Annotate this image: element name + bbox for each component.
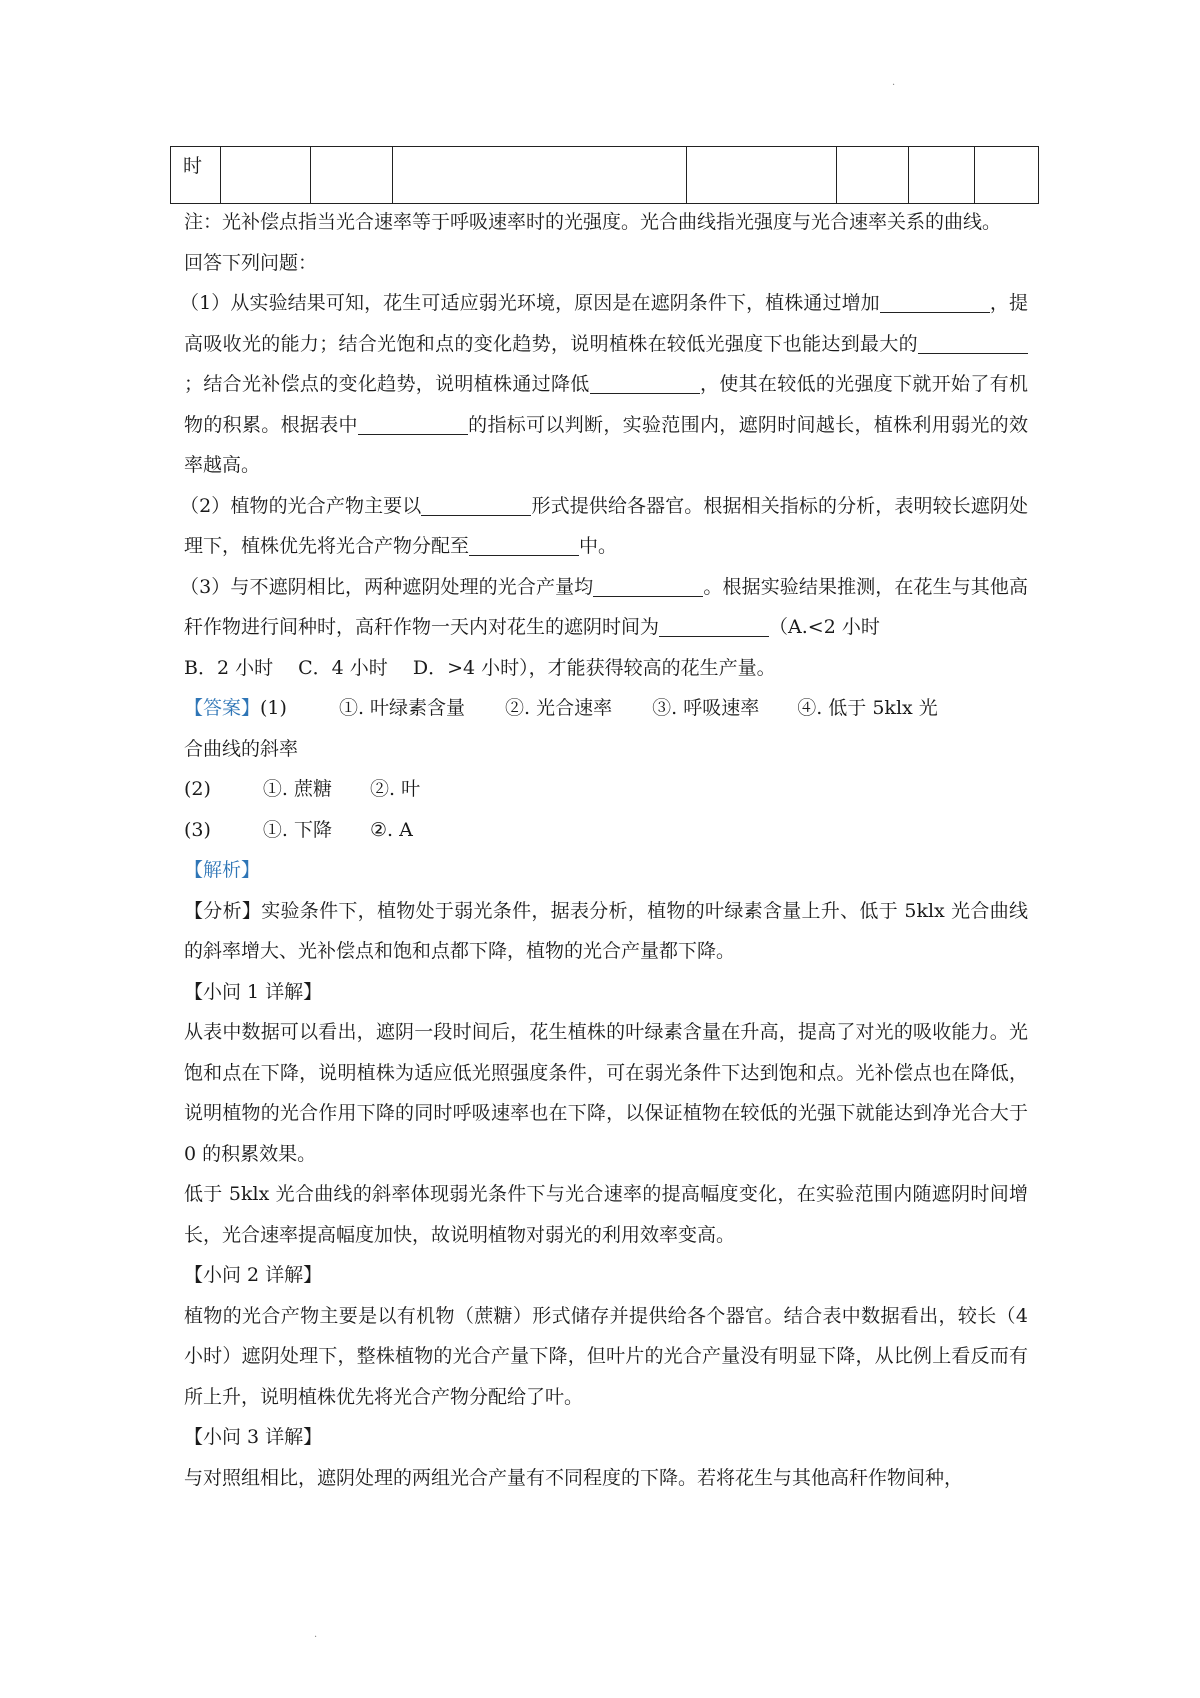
answer-item: ①. 下降 [262, 818, 333, 841]
answer-part-1 [184, 688, 1028, 729]
sub-question-1-detail-2: 低于 5klx 光合曲线的斜率体现弱光条件下与光合速率的提高幅度变化，在实验范围内随遮阴时间增长，光合速率提高幅度加快，故说明植物对弱光的利用效率变高。 [184, 1183, 1028, 1246]
answer-blank [358, 412, 468, 435]
answer-item: ③. 呼吸速率 [652, 697, 760, 719]
answer-part-number: (1) [260, 697, 287, 719]
q1-text-d: ，使其在较低的光强度下就开始了有机物的积累。根据表中 [184, 373, 1028, 436]
answer-item: ②. 光合速率 [505, 697, 613, 719]
sub-question-1-heading: 【小问 1 详解】 [184, 980, 323, 1003]
question-3 [180, 567, 1028, 689]
q2-text-b: 形式提供给各器官。根据相关指标的分析，表明较长遮阴处理下，植株优先将光合产物分配至 [184, 494, 1028, 557]
sub-question-2-heading: 【小问 2 详解】 [184, 1264, 323, 1286]
table-cell [393, 147, 687, 204]
answer-blank [590, 371, 700, 394]
answer-item: ①. 叶绿素含量 [338, 697, 466, 719]
answer-item: ①. 蔗糖 [262, 778, 333, 800]
answer-blank [469, 533, 579, 556]
footer-mark: · [314, 1632, 318, 1643]
analysis-summary: 【分析】实验条件下，植物处于弱光条件，据表分析，植物的叶绿素含量上升、低于 5klx 光合曲线的斜率增大、光补偿点和饱和点都下降，植物的光合产量都下降。 [184, 899, 1028, 962]
header-mark: · [892, 80, 896, 91]
q1-text-a: （1）从实验结果可知，花生可适应弱光环境，原因是在遮阴条件下，植株通过增加 [180, 292, 880, 314]
q3-text-b: 。根据实验结果推测，在花生与其他高秆作物进行间种时，高秆作物一天内对花生的遮阴时间为 [184, 575, 1028, 638]
table-cell [837, 147, 909, 204]
sub-question-3-heading: 【小问 3 详解】 [184, 1426, 323, 1448]
table-cell [909, 147, 975, 204]
table-cell [221, 147, 311, 204]
question-1 [180, 283, 1028, 486]
table-cell-row-label: 时 [171, 147, 221, 204]
table-cell [311, 147, 393, 204]
q2-text-a: （2）植物的光合产物主要以 [180, 494, 422, 517]
sub-question-3-detail: 与对照组相比，遮阴处理的两组光合产量有不同程度的下降。若将花生与其他高秆作物间种， [184, 1466, 964, 1489]
document-body [180, 202, 1028, 1498]
answer-blank [659, 614, 769, 637]
table-note: 注：光补偿点指当光合速率等于呼吸速率时的光强度。光合曲线指光强度与光合速率关系的曲线。 [184, 211, 1002, 233]
answer-part-1-continued: 合曲线的斜率 [184, 737, 299, 760]
answer-part-3 [184, 810, 1028, 851]
q1-text-e: 的指标可以判断，实验范围内，遮阴时间越长，植株利用弱光的效率越高。 [184, 413, 1028, 476]
answer-blank [880, 290, 990, 313]
answer-item: ②. A [370, 818, 413, 841]
q1-text-b: ，提高吸收光的能力；结合光饱和点的变化趋势，说明植株在较低光强度下也能达到最大的 [184, 292, 1028, 355]
answer-item: ②. 叶 [370, 778, 421, 800]
answer-part-number: (3) [184, 818, 211, 841]
data-table-fragment [170, 146, 1039, 204]
prompt-line: 回答下列问题： [184, 251, 318, 274]
table-cell [975, 147, 1039, 204]
answer-tag: 【答案】 [184, 697, 261, 719]
q3-text-d: B．2 小时 C．4 小时 D．>4 小时），才能获得较高的花生产量。 [184, 656, 776, 679]
table-row [171, 147, 1039, 204]
answer-blank [918, 331, 1028, 354]
analysis-tag: 【解析】 [184, 859, 261, 881]
table-cell [687, 147, 837, 204]
sub-question-1-detail: 从表中数据可以看出，遮阴一段时间后，花生植株的叶绿素含量在升高，提高了对光的吸收能力。光饱和点在下降，说明植株为适应低光照强度条件，可在弱光条件下达到饱和点。光补偿点也在降低，说明植物的光合作用下降的同时呼吸速率也在下降，以保证植物在较低的光强下就能达到净光合大于 0 的积累效果。 [184, 1021, 1028, 1165]
answer-item: ④. 低于 5klx 光 [797, 697, 938, 719]
answer-blank [593, 574, 703, 597]
answer-part-number: (2) [184, 778, 211, 800]
answer-part-2 [184, 769, 1028, 810]
q3-text-c: （A.<2 小时 [769, 616, 880, 638]
answer-blank [421, 493, 531, 516]
question-2 [180, 486, 1028, 567]
q3-text-a: （3）与不遮阴相比，两种遮阴处理的光合产量均 [180, 575, 594, 598]
q2-text-c: 中。 [579, 535, 618, 557]
q1-text-c: ；结合光补偿点的变化趋势，说明植株通过降低 [184, 373, 590, 395]
sub-question-2-detail: 植物的光合产物主要是以有机物（蔗糖）形式储存并提供给各个器官。结合表中数据看出，较长（4 小时）遮阴处理下，整株植物的光合产量下降，但叶片的光合产量没有明显下降，从比例上看反而有所上升，说明植株优先将光合产物分配给了叶。 [184, 1304, 1028, 1408]
